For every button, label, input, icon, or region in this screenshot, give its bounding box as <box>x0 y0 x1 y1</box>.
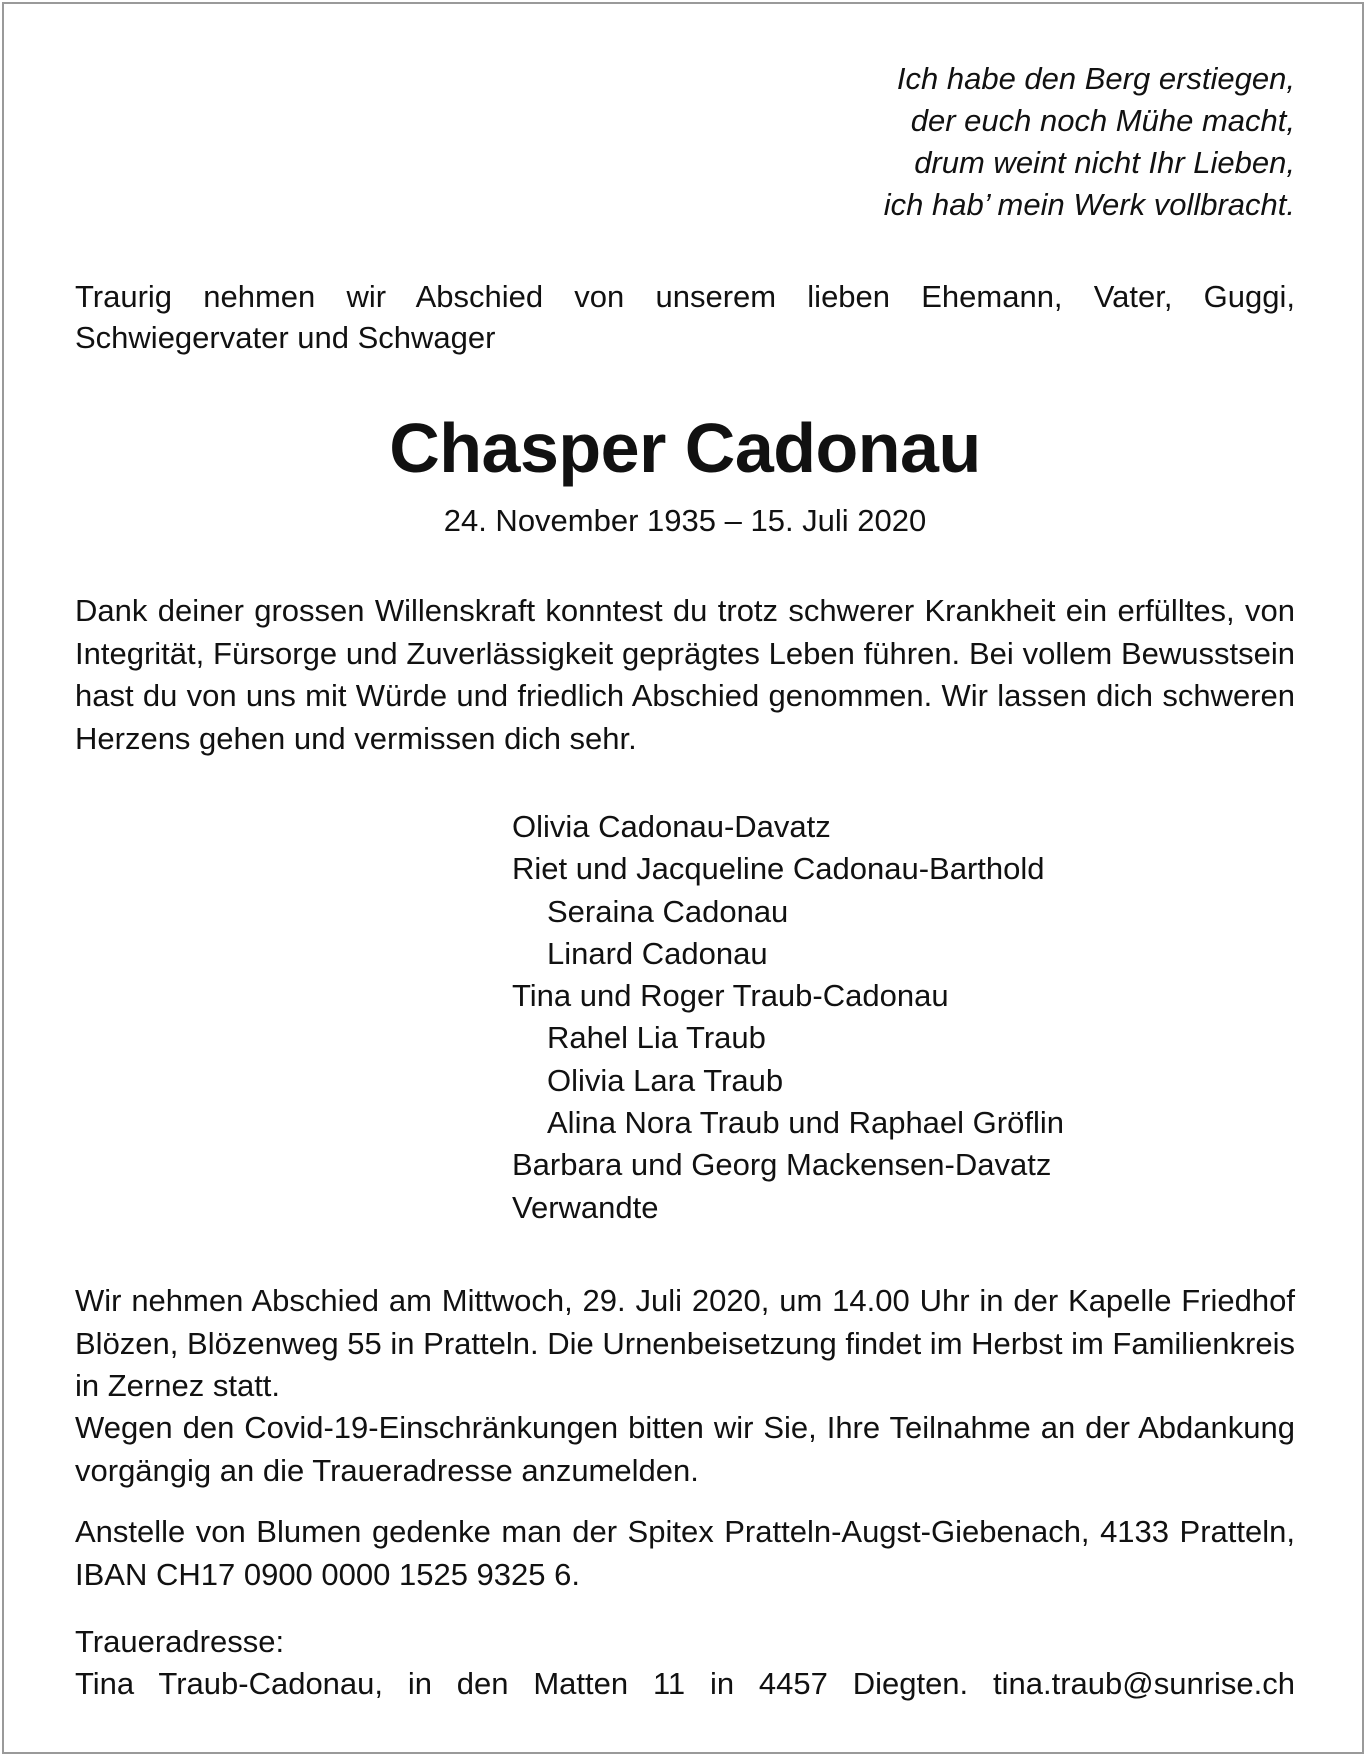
family-member: Rahel Lia Traub <box>547 1020 766 1056</box>
poem-line: der euch noch Mühe macht, <box>910 103 1295 138</box>
donation-info: Anstelle von Blumen gedenke man der Spitex Pratteln-Augst-Giebenach, 4133 Pratteln, IBAN CH17 0900 0000 1525 9325 6. <box>75 1514 1295 1592</box>
mourning-address: Tina Traub-Cadonau, in den Matten 11 in 4457 Diegten. tina.traub@sunrise.ch <box>75 1666 1295 1701</box>
family-member: Barbara und Georg Mackensen-Davatz <box>512 1147 1052 1183</box>
family-member: Olivia Lara Traub <box>547 1062 784 1098</box>
family-member: Linard Cadonau <box>547 935 768 971</box>
family-member: Alina Nora Traub und Raphael Gröflin <box>547 1105 1064 1141</box>
family-list <box>512 806 1064 1229</box>
life-dates: 24. November 1935 – 15. Juli 2020 <box>443 503 927 538</box>
covid-notice: Wegen den Covid-19-Einschränkungen bitten wir Sie, Ihre Teilnahme an der Abdankung vorgängig an die Traueradresse anzumelden. <box>75 1410 1295 1488</box>
family-member: Tina und Roger Traub-Cadonau <box>512 978 949 1014</box>
address-label: Traueradresse: <box>75 1624 285 1659</box>
family-member: Riet und Jacqueline Cadonau-Barthold <box>512 851 1045 887</box>
poem-line: Ich habe den Berg erstiegen, <box>896 61 1295 96</box>
ceremony-info: Wir nehmen Abschied am Mittwoch, 29. Juli 2020, um 14.00 Uhr in der Kapelle Friedhof Blözen, Blözenweg 55 in Pratteln. Die Urnenbeisetzung findet im Herbst im Familienkreis in Zernez statt. <box>75 1283 1295 1403</box>
intro-text: Traurig nehmen wir Abschied von unserem lieben Ehemann, Vater, Guggi, Schwiegervater und Schwager <box>75 279 1295 355</box>
tribute-text: Dank deiner grossen Willenskraft konntest du trotz schwerer Krankheit ein erfülltes, von Integrität, Fürsorge und Zuverlässigkeit geprägtes Leben führen. Bei vollem Bewusstsein hast du von uns mit Würde und friedlich Abschied genommen. Wir lassen dich schweren Herzens gehen und vermissen dich sehr. <box>75 593 1295 756</box>
poem-line: ich hab’ mein Werk vollbracht. <box>883 187 1295 222</box>
poem <box>884 58 1295 226</box>
poem-line: drum weint nicht Ihr Lieben, <box>914 145 1295 180</box>
family-member: Olivia Cadonau-Davatz <box>512 809 831 844</box>
family-member: Verwandte <box>512 1189 659 1225</box>
deceased-name: Chasper Cadonau <box>389 409 981 487</box>
family-member: Seraina Cadonau <box>547 893 789 929</box>
